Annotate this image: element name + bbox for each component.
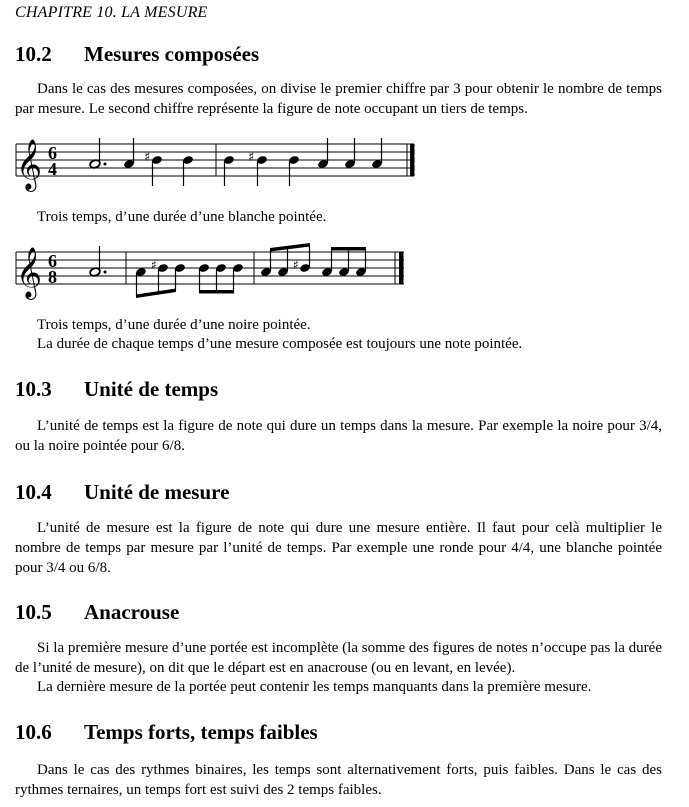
- caption-dotted-quarter: Trois temps, d’une durée d’une noire pointée.: [37, 317, 311, 333]
- staff-lines: [16, 252, 404, 284]
- sharp-icon: ♯: [144, 150, 151, 165]
- sharp-icon: ♯: [248, 150, 255, 165]
- paragraph-temps-forts: [15, 760, 662, 800]
- beamed-eighth-group: [135, 258, 186, 298]
- quarter-note: [223, 155, 235, 186]
- paragraph-text: L’unité de temps est la figure de note qui dure un temps dans la mesure. Par exemple la noire pour 3/4, ou la noire pointée pour 6/8.: [15, 418, 662, 454]
- svg-text:♯: ♯: [151, 258, 157, 272]
- quarter-note: [371, 138, 383, 169]
- caption-dotted-note-rule: La durée de chaque temps d’une mesure composée est toujours une note pointée.: [37, 336, 523, 352]
- quarter-note: [317, 138, 329, 169]
- paragraph-unite-de-mesure: [15, 518, 662, 578]
- quarter-note: [123, 138, 135, 169]
- section-number: 10.2: [15, 42, 52, 66]
- section-number: 10.5: [15, 600, 52, 624]
- section-title-10-2: [15, 42, 259, 67]
- section-title-10-4: [15, 480, 229, 505]
- paragraph-anacrouse: [15, 638, 662, 678]
- paragraph-text: Dans le cas des mesures composées, on divise le premier chiffre par 3 pour obtenir le nombre de temps par mesure. Le second chiffre représente la figure de note occupant un tiers de temps.: [15, 81, 662, 117]
- quarter-note: [151, 155, 163, 186]
- music-staff-6-8: [0, 236, 689, 302]
- dotted-half-note: [89, 138, 106, 169]
- quarter-note: [288, 155, 300, 186]
- section-title-10-3: [15, 377, 218, 402]
- running-head: CHAPITRE 10. LA MESURE: [15, 4, 208, 21]
- svg-text:♯: ♯: [293, 258, 299, 272]
- music-staff-6-4: [0, 128, 689, 194]
- section-number: 10.6: [15, 720, 52, 744]
- final-bar-thick: [399, 252, 404, 284]
- paragraph-text: Si la première mesure d’une portée est incomplète (la somme des figures de notes n’occupe pas la durée de l’unité de mesure), on dit que le départ est en anacrouse (ou en levant, en levée).: [15, 640, 662, 676]
- time-signature-bottom: 4: [48, 159, 57, 179]
- time-signature-top: 6: [48, 251, 57, 271]
- paragraph-text: L’unité de mesure est la figure de note qui dure une mesure entière. Il faut pour celà multiplier le nombre de temps par mesure par l’unité de temps. Par exemple une ronde pour 4/4, une blanche pointée pour 3/4 ou 6/8.: [15, 520, 662, 576]
- section-heading: Temps forts, temps faibles: [84, 720, 318, 744]
- section-heading: Mesures composées: [84, 42, 260, 66]
- time-signature-top: 6: [48, 143, 57, 163]
- paragraph-unite-de-temps: [15, 416, 662, 456]
- quarter-note: [344, 138, 356, 169]
- paragraph-text: Dans le cas des rythmes binaires, les temps sont alternativement forts, puis faibles. Dans le cas des rythmes ternaires, un temps fort est suivi des 2 temps faibles.: [15, 762, 662, 798]
- section-number: 10.4: [15, 480, 52, 504]
- final-bar-thick: [410, 144, 415, 176]
- dotted-half-note: [89, 246, 106, 277]
- caption-dotted-half: Trois temps, d’une durée d’une blanche pointée.: [37, 209, 327, 225]
- section-heading: Unité de temps: [84, 377, 219, 401]
- quarter-note: [182, 155, 194, 186]
- section-number: 10.3: [15, 377, 52, 401]
- treble-clef-icon: 𝄞: [16, 247, 43, 298]
- beamed-eighth-group: [198, 263, 244, 294]
- section-heading: Unité de mesure: [84, 480, 230, 504]
- paragraph-mesures-composees: [15, 79, 662, 119]
- paragraph-anacrouse-2: [15, 677, 662, 697]
- section-heading: Anacrouse: [84, 600, 180, 624]
- section-title-10-6: [15, 720, 318, 745]
- quarter-note: [256, 155, 268, 186]
- treble-clef-icon: 𝄞: [16, 139, 43, 190]
- paragraph-text: La dernière mesure de la portée peut contenir les temps manquants dans la première mesure.: [37, 679, 592, 695]
- section-title-10-5: [15, 600, 179, 625]
- time-signature-bottom: 8: [48, 267, 57, 287]
